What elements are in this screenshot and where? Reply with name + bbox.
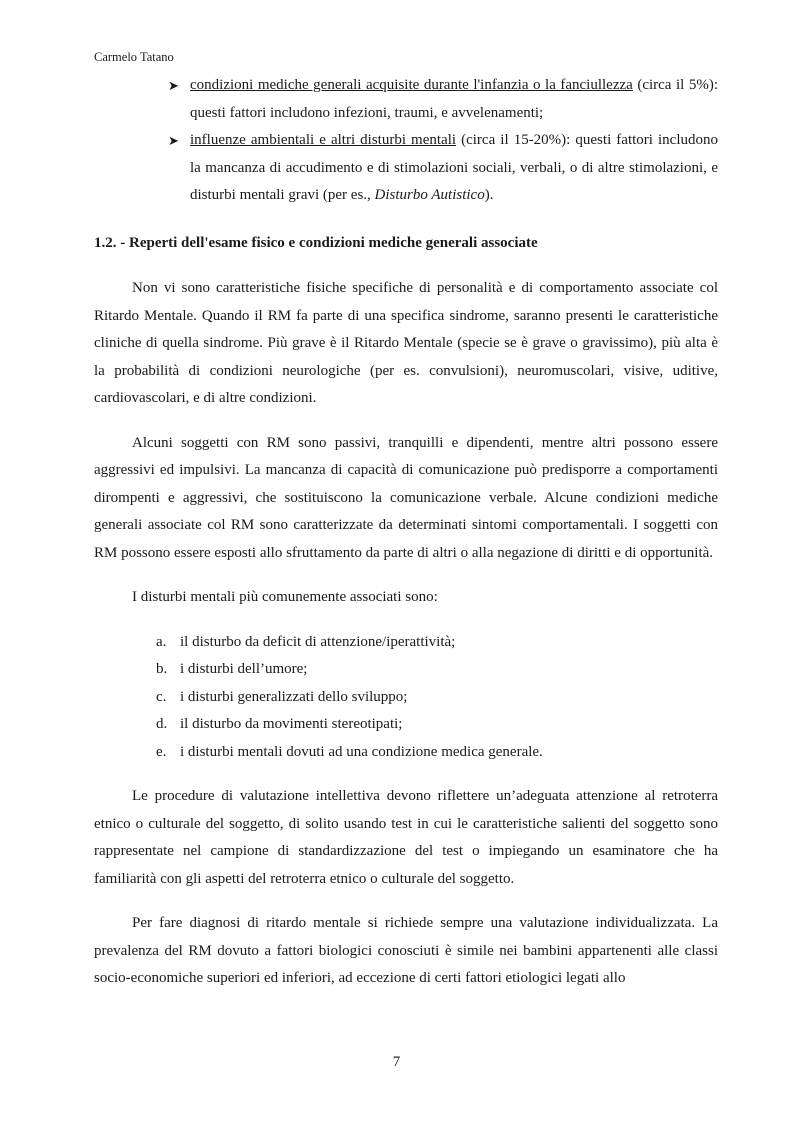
list-item bbox=[94, 656, 718, 684]
list-item-text: il disturbo da movimenti stereotipati; bbox=[180, 716, 403, 732]
bullet-text-end: ). bbox=[484, 187, 494, 203]
bullet-underlined-text: condizioni mediche generali acquisite durante l'infanzia o la fanciullezza bbox=[190, 77, 633, 93]
bullet-item bbox=[94, 127, 718, 210]
list-item bbox=[94, 739, 718, 767]
arrow-bullet-icon: ➤ bbox=[168, 133, 179, 148]
list-item-letter: d. bbox=[156, 716, 168, 732]
page-number: 7 bbox=[392, 1054, 401, 1070]
list-item-text: i disturbi generalizzati dello sviluppo; bbox=[180, 688, 408, 705]
disorders-list bbox=[94, 629, 718, 767]
paragraph: I disturbi mentali più comunemente associati sono: bbox=[132, 589, 438, 605]
bullet-list bbox=[94, 72, 718, 210]
list-item-letter: e. bbox=[156, 743, 167, 760]
list-item-letter: a. bbox=[156, 633, 167, 650]
list-item bbox=[94, 711, 718, 739]
paragraph: Alcuni soggetti con RM sono passivi, tranquilli e dipendenti, mentre altri possono essere aggressivi ed impulsivi. La mancanza di capacità di comunicazione può predisporre a comportamenti dirompenti e aggressivi, che sostituiscono la comunicazione verbale. Alcune condizioni mediche generali associate col RM sono caratterizzate da determinati sintomi comportamentali. I soggetti con RM possono essere esposti allo sfruttamento da parte di altri o alla negazione di diritti e di opportunità. bbox=[94, 434, 718, 561]
paragraph: Le procedure di valutazione intellettiva devono riflettere un’adeguata attenzione al retroterra etnico o culturale del soggetto, di solito usando test in cui le caratteristiche salienti del soggetto sono rappresentate nel campione di standardizzazione del test o impiegando un esaminatore che ha familiarità con gli aspetti del retroterra etnico o culturale del soggetto. bbox=[94, 788, 718, 887]
list-item-text: il disturbo da deficit di attenzione/iperattività; bbox=[180, 633, 456, 650]
arrow-bullet-icon: ➤ bbox=[168, 78, 179, 93]
bullet-item bbox=[94, 72, 718, 127]
paragraph: Per fare diagnosi di ritardo mentale si richiede sempre una valutazione individualizzata. La prevalenza del RM dovuto a fattori biologici conosciuti è simile nei bambini appartenenti alle classi socio-economiche superiori ed inferiori, ad eccezione di certi fattori etiologici legati allo bbox=[94, 915, 718, 986]
paragraph: Non vi sono caratteristiche fisiche specifiche di personalità e di comportamento associate col Ritardo Mentale. Quando il RM fa parte di una specifica sindrome, saranno presenti le caratteristiche cliniche di quella sindrome. Più grave è il Ritardo Mentale (specie se è grave o gravissimo), più alta è la probabilità di condizioni neurologiche (per es. convulsioni), neuromuscolari, visive, uditive, cardiovascolari, e di altre condizioni. bbox=[94, 280, 718, 406]
page-body bbox=[94, 72, 718, 1010]
list-item-letter: b. bbox=[156, 661, 168, 677]
list-item-text: i disturbi dell’umore; bbox=[180, 661, 308, 677]
running-header-author: Carmelo Tatano bbox=[94, 50, 174, 64]
bullet-text: (circa il 5%): questi fattori includono infezioni, traumi, e avvelenamenti; bbox=[190, 77, 718, 121]
bullet-italic-text: Disturbo Autistico bbox=[374, 187, 485, 203]
list-item bbox=[94, 684, 718, 712]
list-item-text: i disturbi mentali dovuti ad una condizione medica generale. bbox=[180, 743, 543, 760]
list-item-letter: c. bbox=[156, 688, 167, 705]
bullet-text: (circa il 15-20%): questi fattori includono la mancanza di accudimento e di stimolazioni sociali, verbali, o di altre stimolazioni, e disturbi mentali gravi (per es., bbox=[190, 132, 718, 203]
list-item bbox=[94, 629, 718, 657]
section-heading: 1.2. - Reperti dell'esame fisico e condizioni mediche generali associate bbox=[94, 234, 538, 251]
bullet-underlined-text: influenze ambientali e altri disturbi mentali bbox=[190, 132, 457, 148]
